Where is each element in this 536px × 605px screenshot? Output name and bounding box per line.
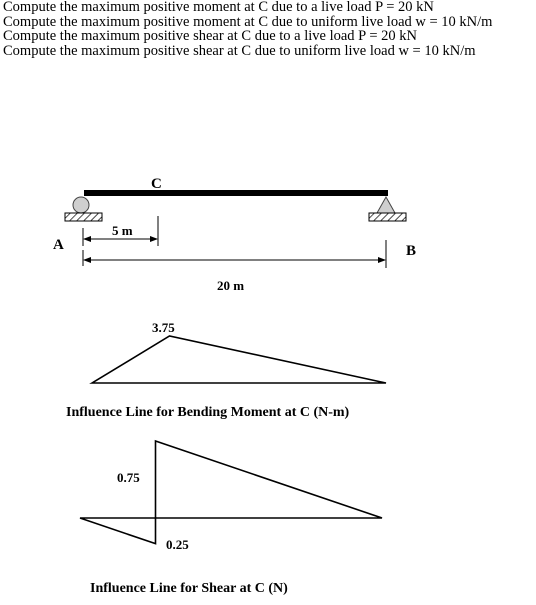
shear-influence-negative xyxy=(80,518,156,544)
support-a-roller xyxy=(65,197,102,221)
moment-influence-line xyxy=(92,336,386,383)
shear-influence-positive xyxy=(156,441,383,518)
question-3: Compute the maximum positive shear at C due to a live load P = 20 kN xyxy=(3,28,417,44)
shear-positive-label: 0.75 xyxy=(117,470,140,485)
moment-peak-label: 3.75 xyxy=(152,320,175,335)
question-1: Compute the maximum positive moment at C due to a live load P = 20 kN xyxy=(3,0,434,15)
support-a-label: A xyxy=(53,237,64,253)
dimension-ab xyxy=(83,240,386,268)
dim-ab-label: 20 m xyxy=(217,278,245,293)
question-2: Compute the maximum positive moment at C due to uniform live load w = 10 kN/m xyxy=(3,13,493,30)
shear-negative-label: 0.25 xyxy=(166,537,189,552)
moment-il-caption: Influence Line for Bending Moment at C (N-m) xyxy=(66,405,350,420)
support-b-label: B xyxy=(406,243,417,259)
support-b-pin xyxy=(369,197,406,221)
dim-ac-label: 5 m xyxy=(112,223,133,238)
question-4: Compute the maximum positive shear at C due to uniform live load w = 10 kN/m xyxy=(3,42,476,59)
point-c-label: C xyxy=(151,176,162,192)
shear-il-caption: Influence Line for Shear at C (N) xyxy=(90,581,288,596)
